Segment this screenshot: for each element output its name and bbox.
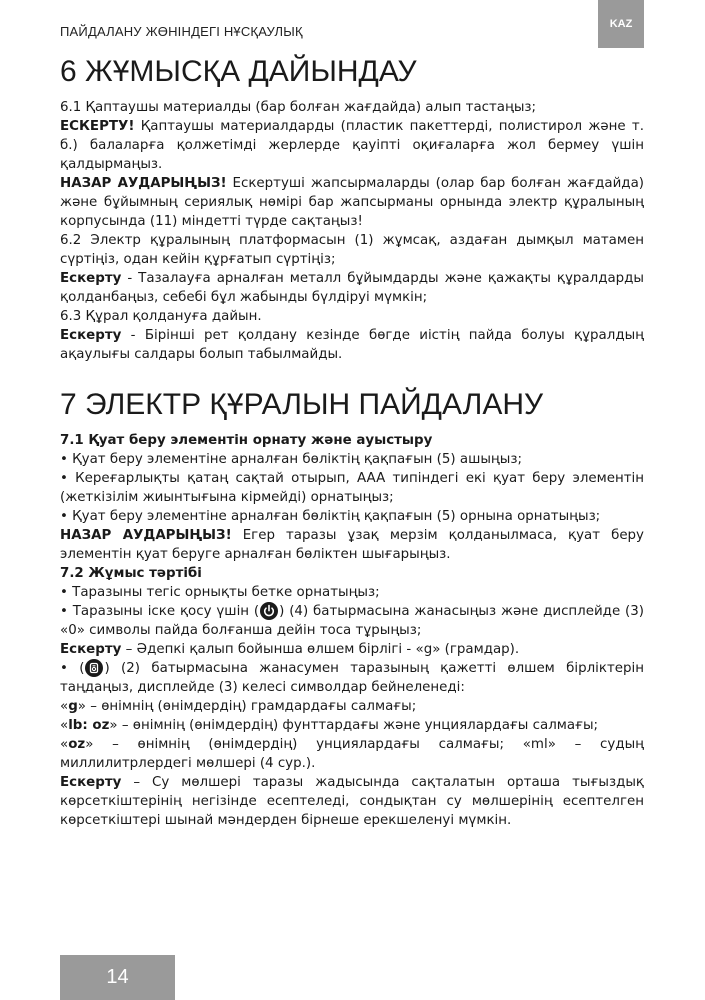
paragraph: НАЗАР АУДАРЫҢЫЗ! Егер таразы ұзақ мерзім қолданылмаса, қуат беру элементін қуат беруге арналған бөліктен шығарыңыз. <box>60 528 644 562</box>
header-title: ПАЙДАЛАНУ ЖӨНІНДЕГІ НҰСҚАУЛЫҚ <box>60 24 303 39</box>
language-badge: KAZ <box>598 0 644 48</box>
paragraph: Ескерту - Бірінші рет қолдану кезінде бөгде иістің пайда болуы құралдың ақаулығы салдары болып табылмайды. <box>60 328 644 362</box>
paragraph: НАЗАР АУДАРЫҢЫЗ! Ескертуші жапсырмаларды (олар бар болған жағдайда) және бұйымның сериялық нөмірі бар жапсырманы орнында электр құралының корпусында (11) міндетті түрде сақтаңыз! <box>60 176 644 229</box>
bullet-item: • Таразыны тегіс орнықты бетке орнатыңыз; <box>60 585 380 600</box>
paragraph: «oz» – өнімнің (өнімдердің) унциялардағы салмағы; «ml» – судың миллилитрлердегі мөлшері (4 сур.). <box>60 737 644 771</box>
paragraph: 6.2 Электр құралының платформасын (1) жұмсақ, аздаған дымқыл матамен сүртіңіз, одан кейін құрғатып сүртіңіз; <box>60 233 644 267</box>
unit-switch-icon <box>85 659 103 677</box>
paragraph: 6.1 Қаптаушы материалды (бар болған жағдайда) алып тастаңыз; <box>60 100 537 115</box>
bullet-item: • Қуат беру элементіне арналған бөліктің қақпағын (5) орнына орнатыңыз; <box>60 509 601 524</box>
bullet-item: • Кереғарлықты қатаң сақтай отырып, AAA типіндегі екі қуат беру элементін (жеткізілім жиынтығына кірмейді) орнатыңыз; <box>60 471 644 505</box>
section-6-heading: 6 ЖҰМЫСҚА ДАЙЫНДАУ <box>60 55 417 88</box>
paragraph: ЕСКЕРТУ! Қаптаушы материалдарды (пластик пакеттерді, полистирол және т. б.) балаларға қолжетімді жерлерде қауіпті оқиғаларға жол бермеу үшін қалдырмаңыз. <box>60 119 644 172</box>
subsection-heading: 7.2 Жұмыс тәртібі <box>60 566 202 581</box>
paragraph: 6.3 Құрал қолдануға дайын. <box>60 309 262 324</box>
paragraph: Ескерту – Су мөлшері таразы жадысында сақталатын орташа тығыздық көрсеткіштерінің негізінде есептеледі, сондықтан су мөлшерінің есептелген көрсеткіштері шынай мәндерден бірнеше ерекшеленуі мүмкін. <box>60 775 644 828</box>
paragraph: «g» – өнімнің (өнімдердің) грамдардағы салмағы; <box>60 699 417 714</box>
power-icon <box>260 602 278 620</box>
paragraph: «lb: oz» – өнімнің (өнімдердің) фунттардағы және унциялардағы салмағы; <box>60 718 599 733</box>
paragraph: Ескерту – Әдепкі қалып бойынша өлшем бірлігі - «g» (грамдар). <box>60 642 520 657</box>
bullet-item: • Қуат беру элементіне арналған бөліктің қақпағын (5) ашыңыз; <box>60 452 522 467</box>
page-number: 14 <box>60 955 175 1000</box>
bullet-item: • Таразыны іске қосу үшін ( ) (4) батырмасына жанасыңыз және дисплейде (3) «0» символы пайда болғанша дейін тоса тұрыңыз; <box>60 604 644 638</box>
page-content <box>60 54 644 830</box>
bullet-item: • ( ) (2) батырмасына жанасумен таразының қажетті өлшем бірліктерін таңдаңыз, дисплейде (3) келесі символдар бейнеленеді: <box>60 661 644 695</box>
paragraph: Ескерту - Тазалауға арналған металл бұйымдарды және қажақты құралдарды қолданбаңыз, себебі бұл жабынды бүлдіруі мүмкін; <box>60 271 644 305</box>
subsection-heading: 7.1 Қуат беру элементін орнату және ауыстыру <box>60 433 433 448</box>
section-7-heading: 7 ЭЛЕКТР ҚҰРАЛЫН ПАЙДАЛАНУ <box>60 388 544 421</box>
